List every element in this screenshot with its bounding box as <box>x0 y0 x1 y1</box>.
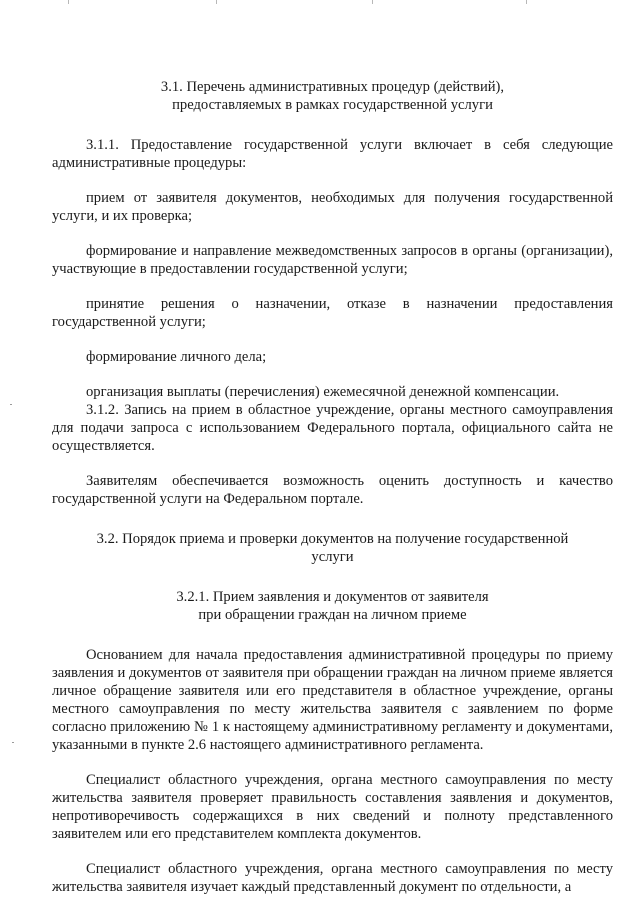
section-3-2-1-heading <box>52 588 613 624</box>
scan-artifact <box>12 742 14 743</box>
heading-line: предоставляемых в рамках государственной услуги <box>172 97 493 113</box>
paragraph-specialist-check: Специалист областного учреждения, органа местного самоуправления по месту жительства заявителя проверяет правильность составления заявления и документов, непротиворечивость содержащихся в них сведений и полноту представленного заявителем или его представителем комплекта документов. <box>52 772 613 842</box>
paragraph-basis: Основанием для начала предоставления административной процедуры по приему заявления и документов от заявителя при обращении граждан на личном приеме является личное обращение заявителя или его представителя в областное учреждение, органы местного самоуправления по месту жительства заявителя с заявлением по форме согласно приложению № 1 к настоящему административному регламенту и документами, указанными в пункте 2.6 настоящего административного регламента. <box>52 647 613 753</box>
heading-line: при обращении граждан на личном приеме <box>198 607 467 623</box>
procedure-item: прием от заявителя документов, необходимых для получения государственной услуги, и их проверка; <box>52 190 613 224</box>
heading-line: услуги <box>311 549 354 565</box>
document-body <box>52 78 613 896</box>
paragraph-3-1-2: 3.1.2. Запись на прием в областное учреждение, органы местного самоуправления для подачи запроса с использованием Федерального портала, официального сайта не осуществляется. <box>52 402 613 454</box>
procedure-item: организация выплаты (перечисления) ежемесячной денежной компенсации. <box>86 384 560 400</box>
procedure-item: принятие решения о назначении, отказе в назначении предоставления государственной услуги; <box>52 296 613 330</box>
section-3-1-heading <box>52 78 613 114</box>
heading-line: 3.2. Порядок приема и проверки документов на получение государственной <box>96 531 569 547</box>
paragraph-3-1-1: 3.1.1. Предоставление государственной услуги включает в себя следующие административные процедуры: <box>52 137 613 171</box>
section-3-2-heading <box>52 530 613 566</box>
heading-line: 3.1. Перечень административных процедур (действий), <box>160 79 505 95</box>
heading-line: 3.2.1. Прием заявления и документов от заявителя <box>176 589 489 605</box>
paragraph-evaluation: Заявителям обеспечивается возможность оценить доступность и качество государственной услуги на Федеральном портале. <box>52 473 613 507</box>
procedure-item: формирование и направление межведомственных запросов в органы (организации), участвующие в предоставлении государственной услуги; <box>52 243 613 277</box>
paragraph-specialist-study: Специалист областного учреждения, органа местного самоуправления по месту жительства заявителя изучает каждый представленный документ по отдельности, а <box>52 861 613 895</box>
procedure-item: формирование личного дела; <box>86 349 267 365</box>
scan-artifact <box>526 0 527 4</box>
scan-artifact <box>10 404 12 405</box>
scan-artifact <box>372 0 373 4</box>
scan-artifact <box>216 0 217 4</box>
scan-artifact <box>68 0 69 4</box>
